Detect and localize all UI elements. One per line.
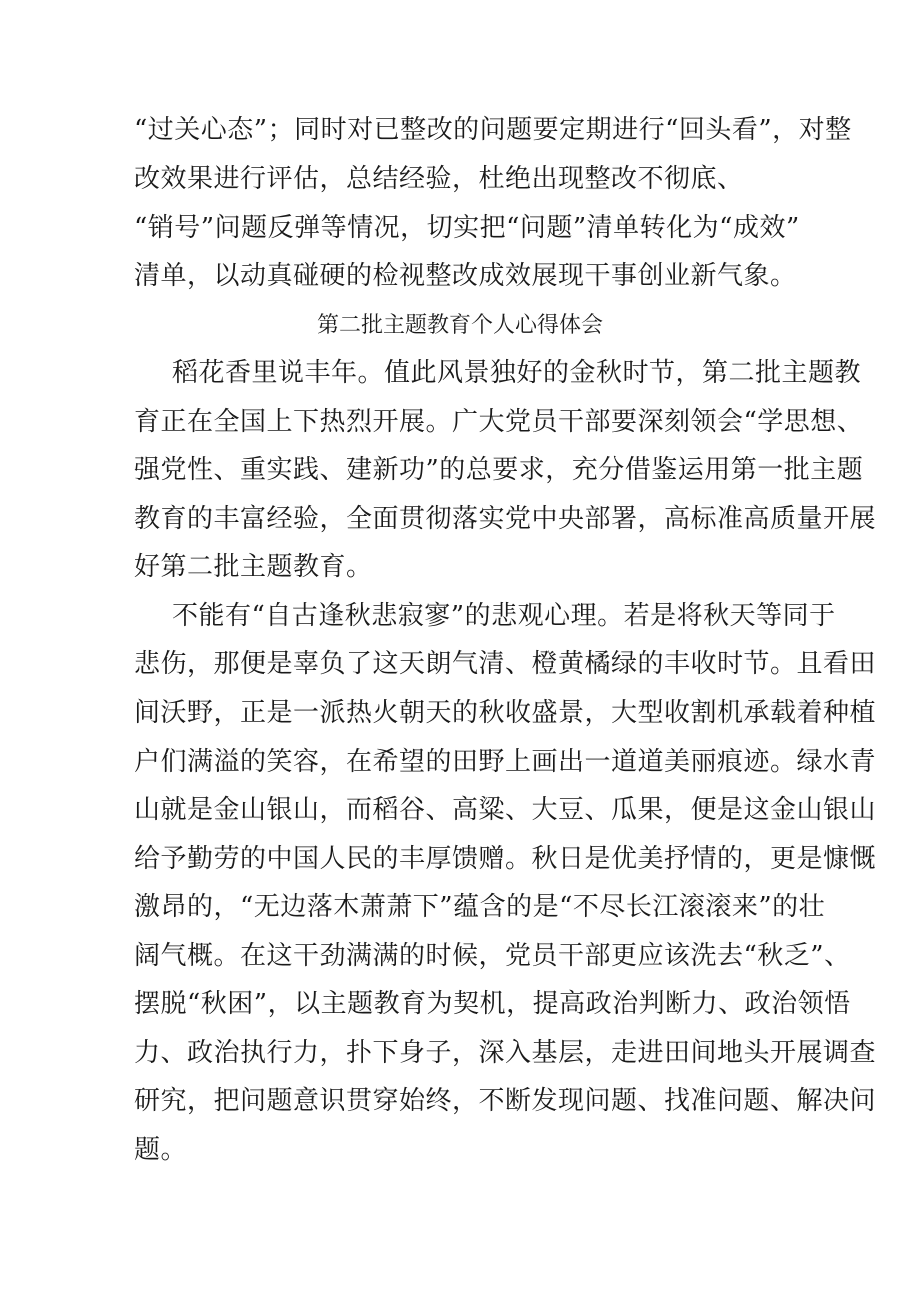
text-line: 力、政治执行力，扑下身子，深入基层，走进田间地头开展调查	[134, 1038, 877, 1068]
text-line: 不能有“自古逢秋悲寂寥”的悲观心理。若是将秋天等同于	[172, 601, 836, 631]
text-line: 育正在全国上下热烈开展。广大党员干部要深刻领会“学思想、	[134, 407, 864, 437]
section-title: 第二批主题教育个人心得体会	[316, 313, 603, 338]
text-line: 阔气概。在这干劲满满的时候，党员干部更应该洗去“秋乏”、	[134, 941, 851, 971]
text-line: 题。	[134, 1135, 188, 1165]
text-line: “销号”问题反弹等情况，切实把“问题”清单转化为“成效”	[134, 213, 800, 243]
text-line: 山就是金山银山，而稻谷、高粱、大豆、瓜果，便是这金山银山	[134, 795, 877, 825]
text-line: 悲伤，那便是辜负了这天朗气清、橙黄橘绿的丰收时节。且看田	[134, 649, 877, 679]
text-line: 清单，以动真碰硬的检视整改成效展现干事创业新气象。	[134, 261, 797, 291]
text-line: 激昂的，“无边落木萧萧下”蕴含的是“不尽长江滚滚来”的壮	[134, 892, 826, 922]
text-line: 户们满溢的笑容，在希望的田野上画出一道道美丽痕迹。绿水青	[134, 747, 877, 777]
text-line: 摆脱“秋困”，以主题教育为契机，提高政治判断力、政治领悟	[134, 989, 851, 1019]
text-line: 改效果进行评估，总结经验，杜绝出现整改不彻底、	[134, 164, 744, 194]
text-line: 稻花香里说丰年。值此风景独好的金秋时节，第二批主题教	[172, 358, 862, 388]
text-line: “过关心态”；同时对已整改的问题要定期进行“回头看”，对整	[134, 115, 852, 145]
text-line: 教育的丰富经验，全面贯彻落实党中央部署，高标准高质量开展	[134, 504, 877, 534]
text-line: 间沃野，正是一派热火朝天的秋收盛景，大型收割机承载着种植	[134, 698, 877, 728]
text-line: 强党性、重实践、建新功”的总要求，充分借鉴运用第一批主题	[134, 455, 864, 485]
text-line: 给予勤劳的中国人民的丰厚馈赠。秋日是优美抒情的，更是慷慨	[134, 844, 877, 874]
text-line: 研究，把问题意识贯穿始终，不断发现问题、找准问题、解决问	[134, 1086, 877, 1116]
text-line: 好第二批主题教育。	[134, 552, 373, 582]
